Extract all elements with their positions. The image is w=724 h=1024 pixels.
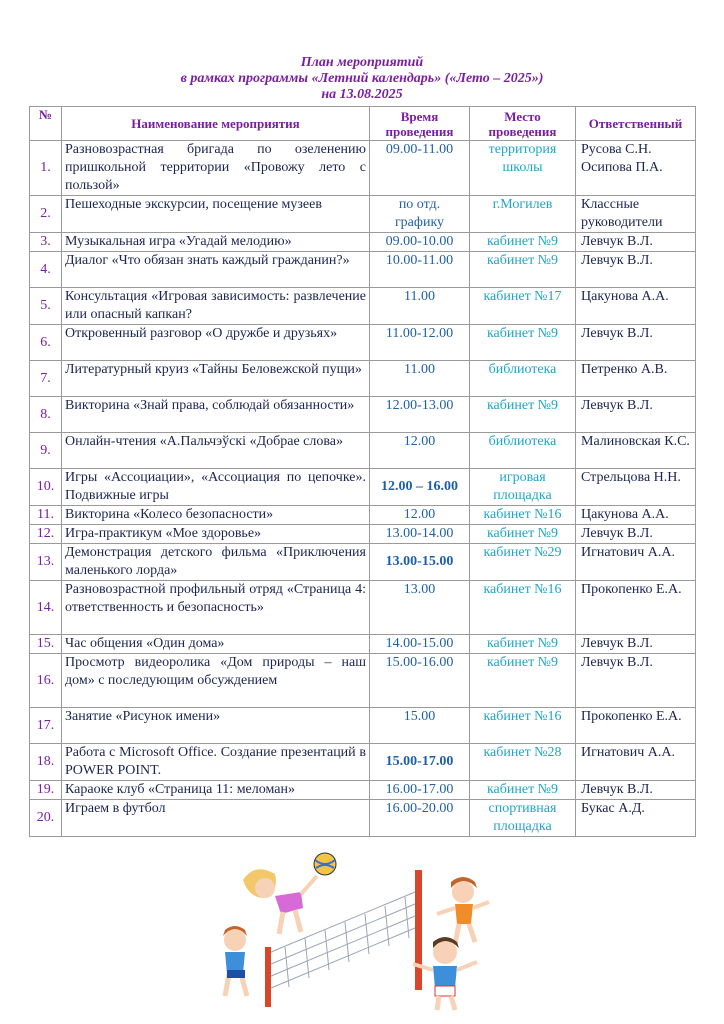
event-name: Занятие «Рисунок имени» (62, 708, 370, 744)
row-number: 19. (30, 781, 62, 800)
event-responsible: Игнатович А.А. (576, 744, 696, 781)
header-time: Время проведения (370, 107, 470, 141)
event-place: игровая площадка (470, 469, 576, 506)
children-volleyball-illustration (205, 852, 525, 1012)
row-number: 13. (30, 544, 62, 581)
row-number: 15. (30, 635, 62, 654)
event-time: 13.00-15.00 (370, 544, 470, 581)
table-row (30, 325, 696, 361)
header-responsible: Ответственный (576, 107, 696, 141)
event-name: Разновозрастной профильный отряд «Страница 4: ответственность и безопасность» (62, 581, 370, 635)
table-row (30, 141, 696, 196)
table-row (30, 433, 696, 469)
row-number: 16. (30, 654, 62, 708)
ball-icon (314, 853, 336, 875)
event-time: 10.00-11.00 (370, 252, 470, 288)
row-number: 9. (30, 433, 62, 469)
event-responsible: Левчук В.Л. (576, 635, 696, 654)
table-row (30, 525, 696, 544)
event-place: кабинет №9 (470, 325, 576, 361)
event-name: Разновозрастная бригада по озеленению пришкольной территории «Провожу лето с пользой» (62, 141, 370, 196)
event-responsible: Русова С.Н. Осипова П.А. (576, 141, 696, 196)
event-place: кабинет №9 (470, 654, 576, 708)
row-number: 1. (30, 141, 62, 196)
event-name: Работа с Microsoft Office. Создание презентаций в POWER POINT. (62, 744, 370, 781)
event-time: 12.00-13.00 (370, 397, 470, 433)
table-row (30, 252, 696, 288)
event-responsible: Цакунова А.А. (576, 288, 696, 325)
event-time: 11.00-12.00 (370, 325, 470, 361)
row-number: 20. (30, 800, 62, 837)
row-number: 5. (30, 288, 62, 325)
event-time: 11.00 (370, 361, 470, 397)
event-responsible: Малиновская К.С. (576, 433, 696, 469)
table-row (30, 397, 696, 433)
event-name: Час общения «Один дома» (62, 635, 370, 654)
child-figure-1 (243, 869, 317, 934)
title-line-2: в рамках программы «Летний календарь» («Лето – 2025») (180, 71, 544, 86)
event-place: кабинет №16 (470, 506, 576, 525)
row-number: 18. (30, 744, 62, 781)
event-place: кабинет №16 (470, 708, 576, 744)
event-responsible: Левчук В.Л. (576, 233, 696, 252)
event-place: кабинет №9 (470, 635, 576, 654)
row-number: 4. (30, 252, 62, 288)
row-number: 10. (30, 469, 62, 506)
row-number: 2. (30, 196, 62, 233)
event-place: территория школы (470, 141, 576, 196)
event-name: Диалог «Что обязан знать каждый гражданин?» (62, 252, 370, 288)
row-number: 8. (30, 397, 62, 433)
row-number: 12. (30, 525, 62, 544)
event-name: Караоке клуб «Страница 11: меломан» (62, 781, 370, 800)
event-place: кабинет №9 (470, 233, 576, 252)
event-place: библиотека (470, 361, 576, 397)
event-name: Демонстрация детского фильма «Приключения маленького лорда» (62, 544, 370, 581)
event-time: 12.00 (370, 506, 470, 525)
table-body (30, 141, 696, 837)
event-place: библиотека (470, 433, 576, 469)
row-number: 14. (30, 581, 62, 635)
title-line-3: на 13.08.2025 (321, 87, 403, 102)
event-name: Викторина «Колесо безопасности» (62, 506, 370, 525)
net-pole-left (265, 947, 271, 1007)
table-row (30, 708, 696, 744)
table-row (30, 506, 696, 525)
event-responsible: Левчук В.Л. (576, 525, 696, 544)
row-number: 11. (30, 506, 62, 525)
document-title (0, 55, 724, 103)
event-time: 11.00 (370, 288, 470, 325)
table-row (30, 581, 696, 635)
table-header-row (30, 107, 696, 141)
title-line-1: План мероприятий (300, 55, 424, 70)
event-place: кабинет №17 (470, 288, 576, 325)
table-row (30, 469, 696, 506)
event-responsible: Левчук В.Л. (576, 654, 696, 708)
event-place: кабинет №16 (470, 581, 576, 635)
event-place: спортивная площадка (470, 800, 576, 837)
event-time: 16.00-20.00 (370, 800, 470, 837)
row-number: 17. (30, 708, 62, 744)
event-name: Играем в футбол (62, 800, 370, 837)
event-place: кабинет №29 (470, 544, 576, 581)
event-time: по отд. графику (370, 196, 470, 233)
event-responsible: Цакунова А.А. (576, 506, 696, 525)
child-figure-4 (413, 937, 477, 1010)
event-responsible: Левчук В.Л. (576, 781, 696, 800)
table-row (30, 544, 696, 581)
events-table (29, 106, 696, 837)
child-figure-2 (437, 877, 489, 944)
event-name: Пешеходные экскурсии, посещение музеев (62, 196, 370, 233)
net-pole-right (415, 870, 422, 990)
event-name: Игра-практикум «Мое здоровье» (62, 525, 370, 544)
table-row (30, 233, 696, 252)
event-time: 15.00 (370, 708, 470, 744)
event-time: 15.00-17.00 (370, 744, 470, 781)
event-time: 15.00-16.00 (370, 654, 470, 708)
event-name: Викторина «Знай права, соблюдай обязанности» (62, 397, 370, 433)
event-responsible: Классные руководители (576, 196, 696, 233)
event-time: 09.00-10.00 (370, 233, 470, 252)
event-responsible: Прокопенко Е.А. (576, 581, 696, 635)
event-name: Откровенный разговор «О дружбе и друзьях» (62, 325, 370, 361)
event-name: Музыкальная игра «Угадай мелодию» (62, 233, 370, 252)
event-name: Консультация «Игровая зависимость: развлечение или опасный капкан? (62, 288, 370, 325)
table-row (30, 654, 696, 708)
event-place: кабинет №9 (470, 781, 576, 800)
event-name: Литературный круиз «Тайны Беловежской пущи» (62, 361, 370, 397)
table-row (30, 361, 696, 397)
header-num: № (30, 107, 62, 141)
child-figure-3 (223, 926, 247, 996)
event-time: 12.00 (370, 433, 470, 469)
event-place: кабинет №9 (470, 252, 576, 288)
table-row (30, 196, 696, 233)
row-number: 7. (30, 361, 62, 397)
event-place: кабинет №9 (470, 525, 576, 544)
event-name: Просмотр видеоролика «Дом природы – наш дом» с последующим обсуждением (62, 654, 370, 708)
event-responsible: Левчук В.Л. (576, 252, 696, 288)
event-place: кабинет №28 (470, 744, 576, 781)
event-responsible: Букас А.Д. (576, 800, 696, 837)
header-name: Наименование мероприятия (62, 107, 370, 141)
table-row (30, 288, 696, 325)
event-place: кабинет №9 (470, 397, 576, 433)
event-place: г.Могилев (470, 196, 576, 233)
table-row (30, 744, 696, 781)
event-responsible: Левчук В.Л. (576, 397, 696, 433)
header-place: Место проведения (470, 107, 576, 141)
table-row (30, 800, 696, 837)
table-row (30, 635, 696, 654)
table-row (30, 781, 696, 800)
event-time: 12.00 – 16.00 (370, 469, 470, 506)
event-name: Онлайн-чтения «А.Пальчэўскі «Добрае слова» (62, 433, 370, 469)
event-responsible: Прокопенко Е.А. (576, 708, 696, 744)
event-time: 09.00-11.00 (370, 141, 470, 196)
row-number: 3. (30, 233, 62, 252)
event-time: 16.00-17.00 (370, 781, 470, 800)
event-responsible: Игнатович А.А. (576, 544, 696, 581)
event-name: Игры «Ассоциации», «Ассоциация по цепочке». Подвижные игры (62, 469, 370, 506)
event-time: 14.00-15.00 (370, 635, 470, 654)
event-time: 13.00 (370, 581, 470, 635)
row-number: 6. (30, 325, 62, 361)
event-responsible: Левчук В.Л. (576, 325, 696, 361)
event-responsible: Стрельцова Н.Н. (576, 469, 696, 506)
event-responsible: Петренко А.В. (576, 361, 696, 397)
event-time: 13.00-14.00 (370, 525, 470, 544)
